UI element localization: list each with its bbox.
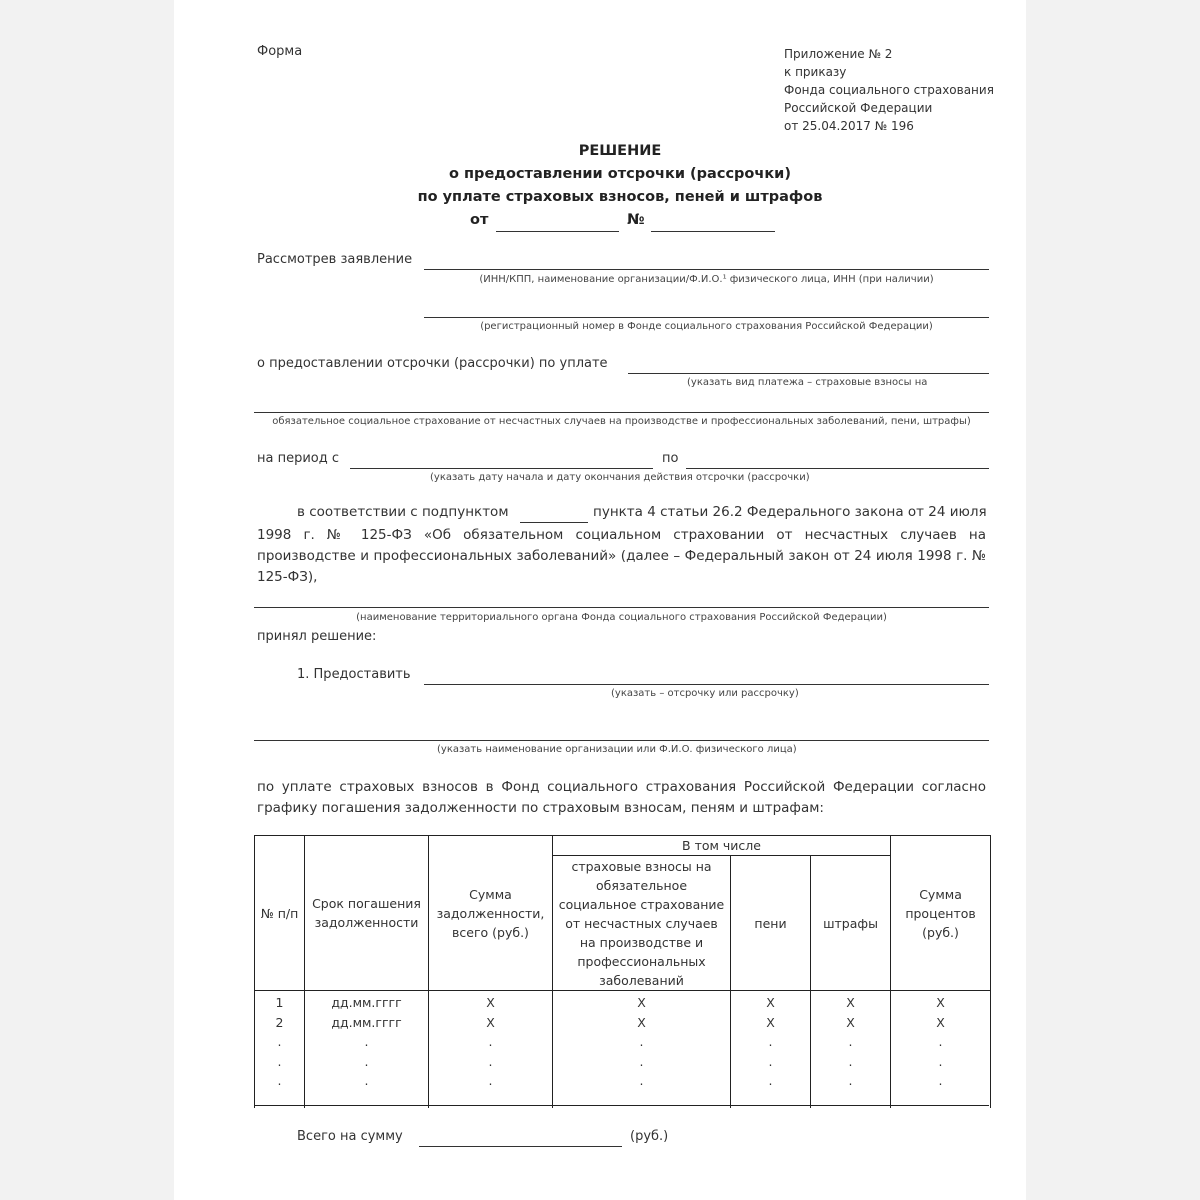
header-including: В том числе bbox=[553, 836, 891, 856]
col-total-sum bbox=[429, 991, 553, 1108]
territorial-organ-blank[interactable] bbox=[254, 607, 989, 608]
grant-label: 1. Предоставить bbox=[297, 667, 411, 682]
deferral-label: о предоставлении отсрочки (рассрочки) по уплате bbox=[257, 356, 608, 371]
cell: . bbox=[938, 1073, 943, 1088]
cell: . bbox=[848, 1053, 853, 1069]
org-hint: (указать наименование организации или Ф.И.О. физического лица) bbox=[437, 744, 797, 755]
table-body bbox=[255, 991, 991, 1108]
cell: . bbox=[768, 1073, 773, 1088]
cell: . bbox=[938, 1034, 943, 1049]
appendix-line: Фонда социального страхования bbox=[784, 83, 994, 97]
appendix-block bbox=[784, 45, 994, 135]
cell: . bbox=[768, 1053, 773, 1069]
period-to-label: по bbox=[662, 451, 679, 466]
cell: . bbox=[364, 1053, 369, 1069]
subpoint-blank[interactable] bbox=[520, 522, 588, 523]
period-hint: (указать дату начала и дату окончания действия отсрочки (рассрочки) bbox=[430, 472, 810, 483]
cell: дд.мм.гггг bbox=[331, 995, 402, 1010]
col-interest bbox=[891, 991, 991, 1108]
header-interest: Сумма процентов (руб.) bbox=[891, 836, 991, 991]
cell: . bbox=[848, 1034, 853, 1049]
cell: . bbox=[277, 1034, 282, 1049]
table-bottom-border bbox=[254, 1105, 989, 1106]
cell: X bbox=[766, 995, 775, 1010]
total-unit: (руб.) bbox=[630, 1129, 669, 1144]
col-due-date bbox=[305, 991, 429, 1108]
cell: 2 bbox=[275, 1014, 284, 1030]
cell: . bbox=[277, 1073, 282, 1088]
appendix-line: от 25.04.2017 № 196 bbox=[784, 119, 914, 133]
cell: . bbox=[488, 1053, 493, 1069]
grant-type-blank[interactable] bbox=[424, 684, 989, 685]
accordance-text: 1998 г. № 125-ФЗ «Об обязательном социальном страховании от несчастных случаев на производстве и профессиональных заболеваний» (далее – Федеральный закон от 24 июля 1998 г. № 125-ФЗ), bbox=[257, 527, 986, 585]
reg-hint: (регистрационный номер в Фонде социального страхования Российской Федерации) bbox=[480, 321, 933, 332]
payment-hint-2: обязательное социальное страхование от несчастных случаев на производстве и профессиональных заболеваний, пени, штрафы) bbox=[272, 416, 971, 427]
cell: . bbox=[639, 1053, 644, 1069]
header-total-sum: Сумма задолженности, всего (руб.) bbox=[429, 836, 553, 991]
cell: . bbox=[364, 1034, 369, 1049]
header-insurance: страховые взносы на обязательное социальное страхование от несчастных случаев на производстве и профессиональных заболеваний bbox=[553, 856, 731, 991]
payment-type-blank[interactable] bbox=[628, 373, 989, 374]
cell: X bbox=[486, 1014, 495, 1030]
title-line-2: о предоставлении отсрочки (рассрочки) bbox=[449, 166, 791, 182]
header-due-date: Срок погашения задолженности bbox=[305, 836, 429, 991]
cell: . bbox=[364, 1073, 369, 1088]
header-fines: штрафы bbox=[811, 856, 891, 991]
cell: X bbox=[637, 995, 646, 1010]
cell: X bbox=[846, 995, 855, 1010]
total-sum-blank[interactable] bbox=[419, 1146, 622, 1147]
period-start-blank[interactable] bbox=[350, 468, 653, 469]
period-label: на период с bbox=[257, 451, 340, 466]
document-title: РЕШЕНИЕ bbox=[578, 143, 662, 159]
cell: . bbox=[848, 1073, 853, 1088]
header-penalties: пени bbox=[731, 856, 811, 991]
considered-label: Рассмотрев заявление bbox=[257, 252, 413, 267]
appendix-line: Российской Федерации bbox=[784, 101, 933, 115]
organization-blank[interactable] bbox=[254, 740, 989, 741]
col-penalties bbox=[731, 991, 811, 1108]
cell: X bbox=[766, 1014, 775, 1030]
accordance-part-1: в соответствии с подпунктом bbox=[297, 504, 509, 520]
cell: . bbox=[938, 1053, 943, 1069]
cell: X bbox=[846, 1014, 855, 1030]
cell: дд.мм.гггг bbox=[331, 1014, 402, 1030]
cell: X bbox=[637, 1014, 646, 1030]
col-insurance bbox=[553, 991, 731, 1108]
organ-hint: (наименование территориального органа Фонда социального страхования Российской Федерации) bbox=[356, 612, 887, 623]
payment-type-blank-2[interactable] bbox=[254, 412, 989, 413]
title-number-label: № bbox=[627, 212, 645, 228]
repayment-schedule-table bbox=[254, 835, 991, 1108]
cell: . bbox=[488, 1034, 493, 1049]
cell: . bbox=[768, 1034, 773, 1049]
payment-hint-1: (указать вид платежа – страховые взносы на bbox=[687, 377, 928, 388]
applicant-blank[interactable] bbox=[424, 269, 989, 270]
appendix-line: Приложение № 2 bbox=[784, 47, 893, 61]
col-fines bbox=[811, 991, 891, 1108]
reg-number-blank[interactable] bbox=[424, 317, 989, 318]
total-label: Всего на сумму bbox=[297, 1129, 403, 1144]
title-line-3: по уплате страховых взносов, пеней и штрафов bbox=[417, 189, 823, 205]
appendix-line: к приказу bbox=[784, 65, 847, 79]
cell: X bbox=[486, 995, 495, 1010]
period-end-blank[interactable] bbox=[686, 468, 989, 469]
cell: . bbox=[277, 1053, 282, 1069]
cell: 1 bbox=[275, 995, 284, 1010]
cell: X bbox=[936, 995, 945, 1010]
accordance-part-2: пункта 4 статьи 26.2 Федерального закона от 24 июля bbox=[593, 504, 987, 520]
cell: X bbox=[936, 1014, 945, 1030]
cell: . bbox=[639, 1073, 644, 1088]
date-blank[interactable] bbox=[496, 231, 619, 232]
inn-hint: (ИНН/КПП, наименование организации/Ф.И.О.¹ физического лица, ИНН (при наличии) bbox=[479, 274, 934, 285]
schedule-text: по уплате страховых взносов в Фонд социального страхования Российской Федерации согласно графику погашения задолженности по страховым взносам, пеням и штрафам: bbox=[257, 779, 986, 816]
form-label: Форма bbox=[257, 44, 303, 59]
cell: . bbox=[639, 1034, 644, 1049]
col-num bbox=[255, 991, 305, 1108]
grant-hint: (указать – отсрочку или рассрочку) bbox=[611, 688, 799, 699]
header-num: № п/п bbox=[255, 836, 305, 991]
title-from-label: от bbox=[470, 212, 489, 228]
number-blank[interactable] bbox=[651, 231, 775, 232]
decision-label: принял решение: bbox=[257, 629, 377, 644]
cell: . bbox=[488, 1073, 493, 1088]
